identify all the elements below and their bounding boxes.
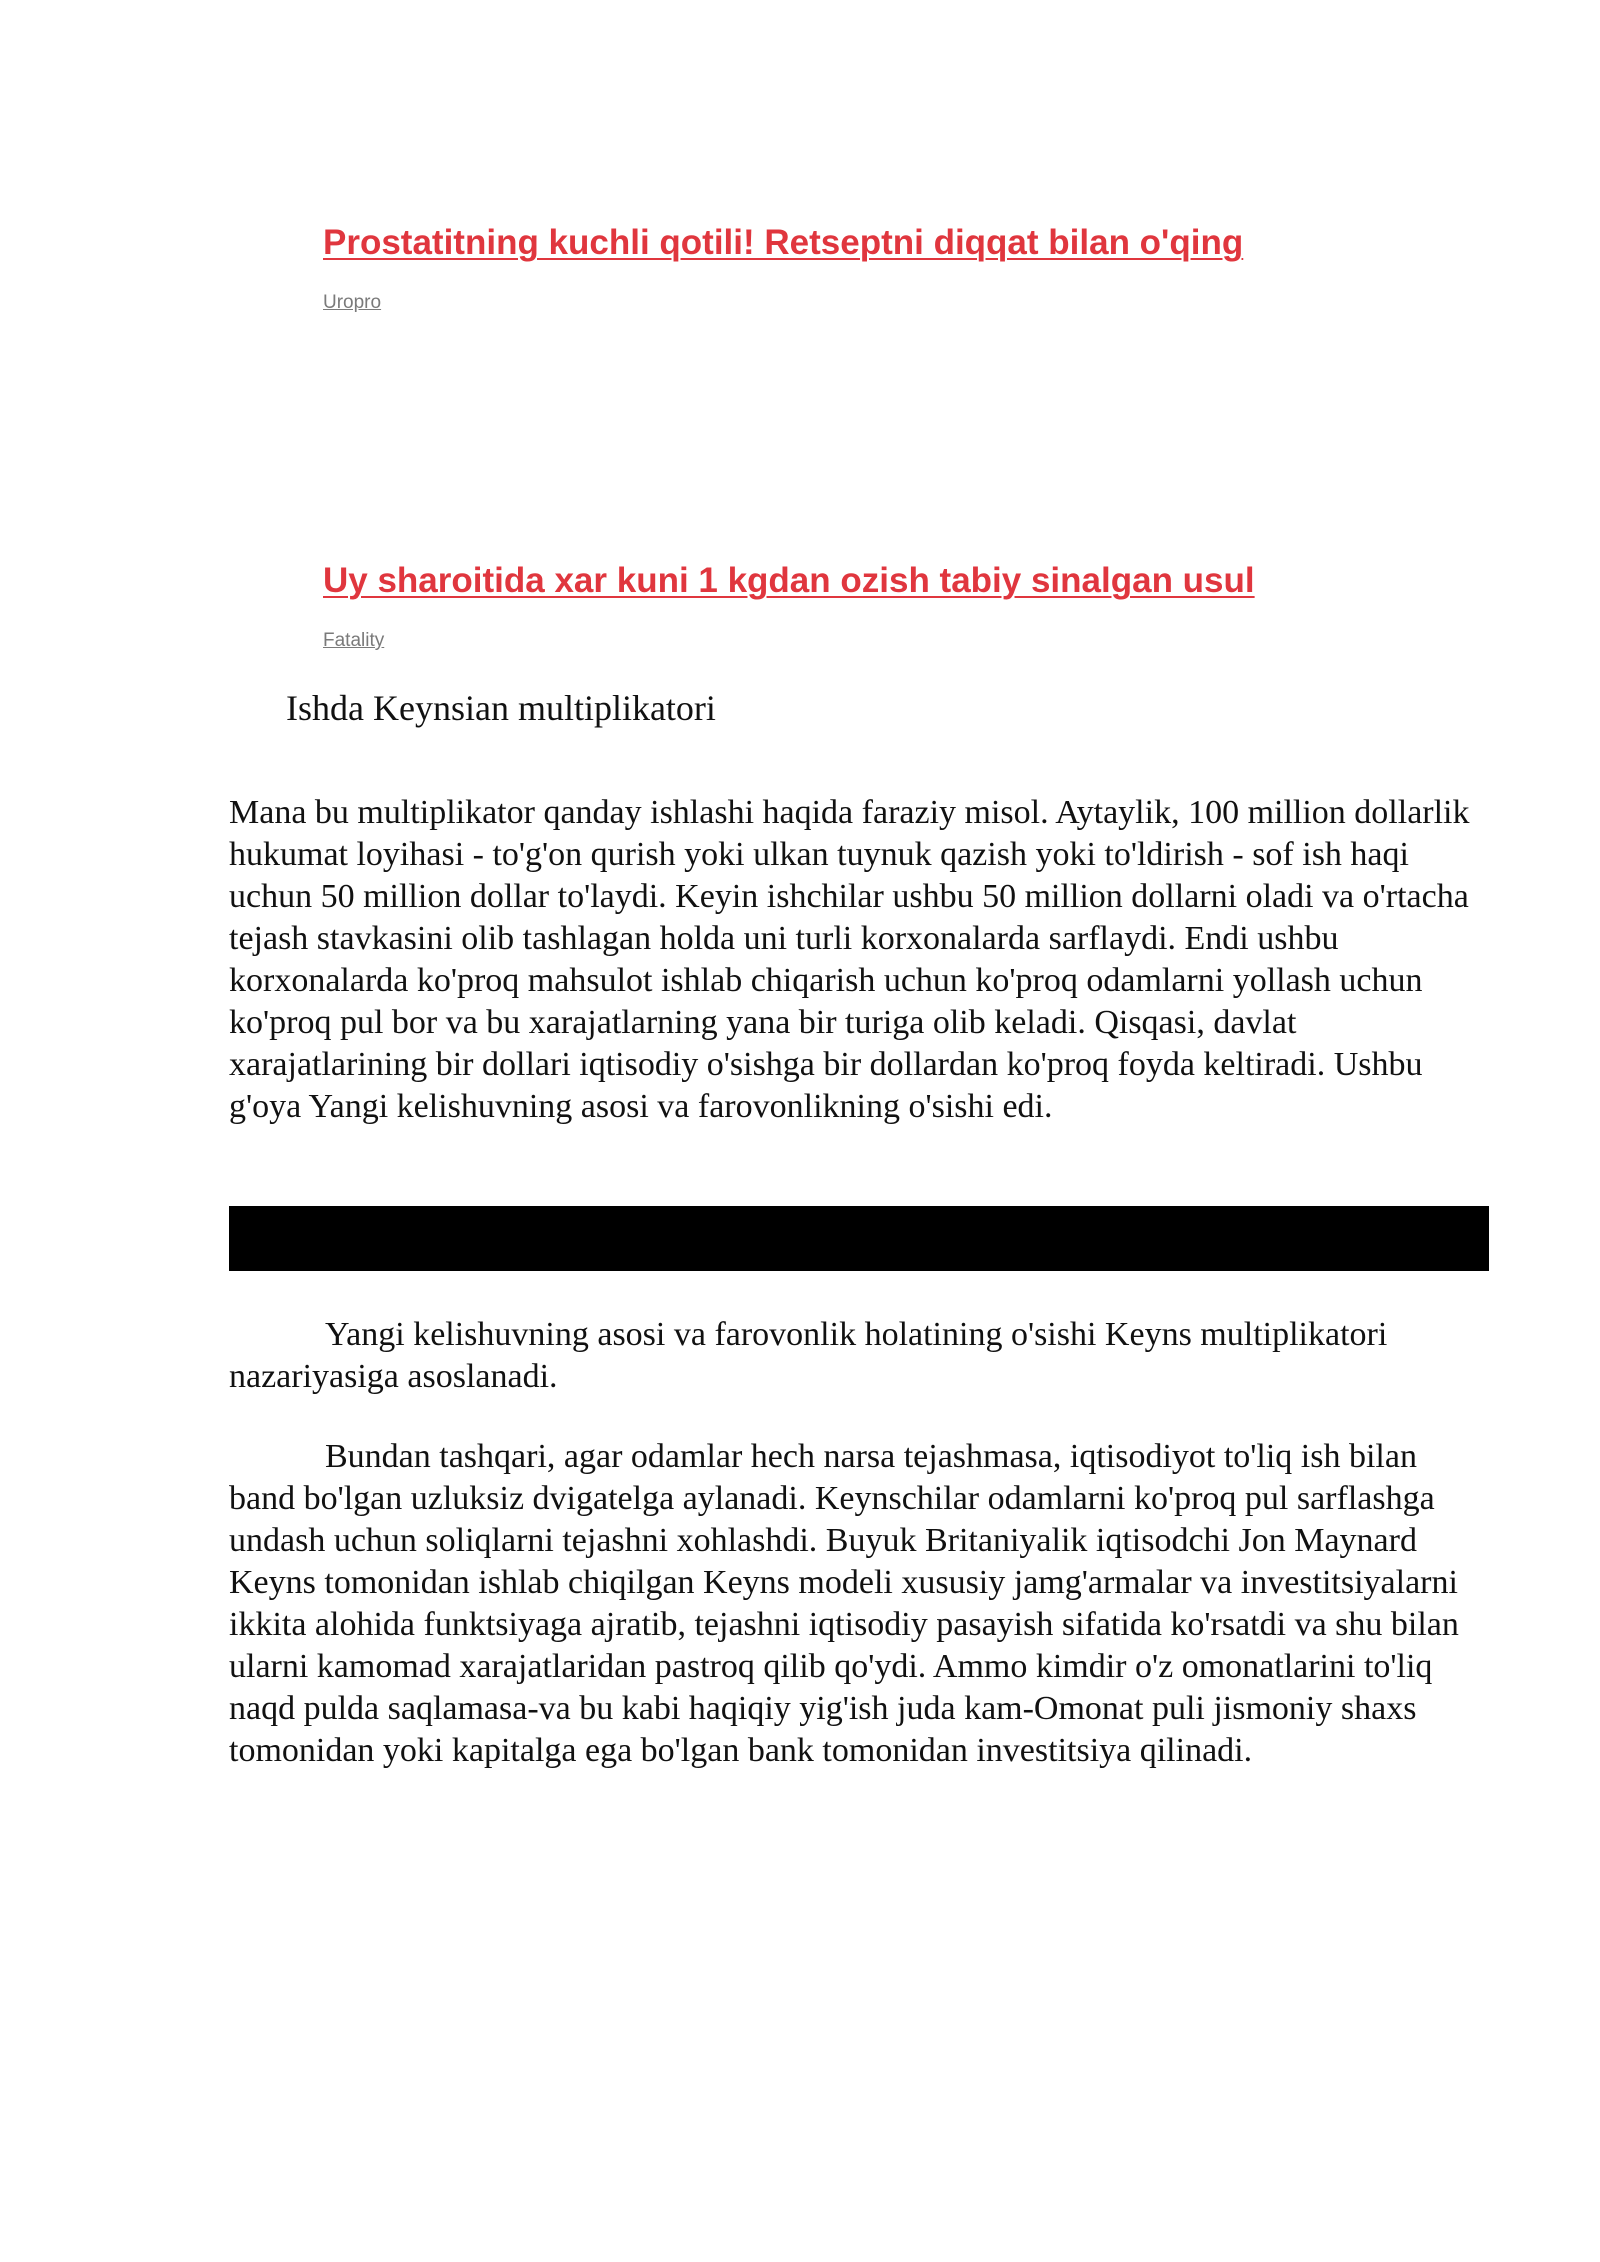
article-heading: Ishda Keynsian multiplikatori bbox=[286, 688, 716, 728]
ad-source-link[interactable]: Fatality bbox=[323, 630, 385, 651]
article-paragraph: Bundan tashqari, agar odamlar hech narsa tejashmasa, iqtisodiyot to'liq ish bilan band bo'lgan uzluksiz dvigatelga aylanadi. Keynschilar odamlarni ko'proq pul sarflashga undash uchun soliqlarni tejashni xohlashdi. Buyuk Britaniyalik iqtisodchi Jon Maynard Keyns tomonidan ishlab chiqilgan Keyns modeli xususiy jamg'armalar va investitsiyalarni ikkita alohida funktsiyaga ajratib, tejashni iqtisodiy pasayish sifatida ko'rsatdi va shu bilan ularni kamomad xarajatlaridan pastroq qilib qo'ydi. Ammo kimdir o'z omonatlarini to'liq naqd pulda saqlamasa-va bu kabi haqiqiy yig'ish juda kam-Omonat puli jismoniy shaxs tomonidan yoki kapitalga ega bo'lgan bank tomonidan investitsiya qilinadi. bbox=[229, 1438, 1459, 1769]
ad-title-link[interactable]: Uy sharoitida xar kuni 1 kgdan ozish tabiy sinalgan usul bbox=[323, 561, 1255, 600]
sponsored-link-2[interactable] bbox=[323, 560, 1323, 652]
ad-source-link[interactable]: Uropro bbox=[323, 292, 382, 313]
ad-title-link[interactable]: Prostatitning kuchli qotili! Retseptni diqqat bilan o'qing bbox=[323, 223, 1244, 262]
sponsored-link-1[interactable] bbox=[323, 222, 1323, 314]
article-paragraph: Mana bu multiplikator qanday ishlashi haqida faraziy misol. Aytaylik, 100 million dollarlik hukumat loyihasi - to'g'on qurish yoki ulkan tuynuk qazish yoki to'ldirish - sof ish haqi uchun 50 million dollar to'laydi. Keyin ishchilar ushbu 50 million dollarni oladi va o'rtacha tejash stavkasini olib tashlagan holda uni turli korxonalarda sarflaydi. Endi ushbu korxonalarda ko'proq mahsulot ishlab chiqarish uchun ko'proq odamlarni yollash uchun ko'proq pul bor va bu xarajatlarning yana bir turiga olib keladi. Qisqasi, davlat xarajatlarining bir dollari iqtisodiy o'sishga bir dollardan ko'proq foyda keltiradi. Ushbu g'oya Yangi kelishuvning asosi va farovonlikning o'sishi edi. bbox=[229, 794, 1470, 1125]
redaction-bar bbox=[229, 1206, 1489, 1271]
article-paragraph: Yangi kelishuvning asosi va farovonlik holatining o'sishi Keyns multiplikatori nazariyasiga asoslanadi. bbox=[229, 1316, 1388, 1395]
